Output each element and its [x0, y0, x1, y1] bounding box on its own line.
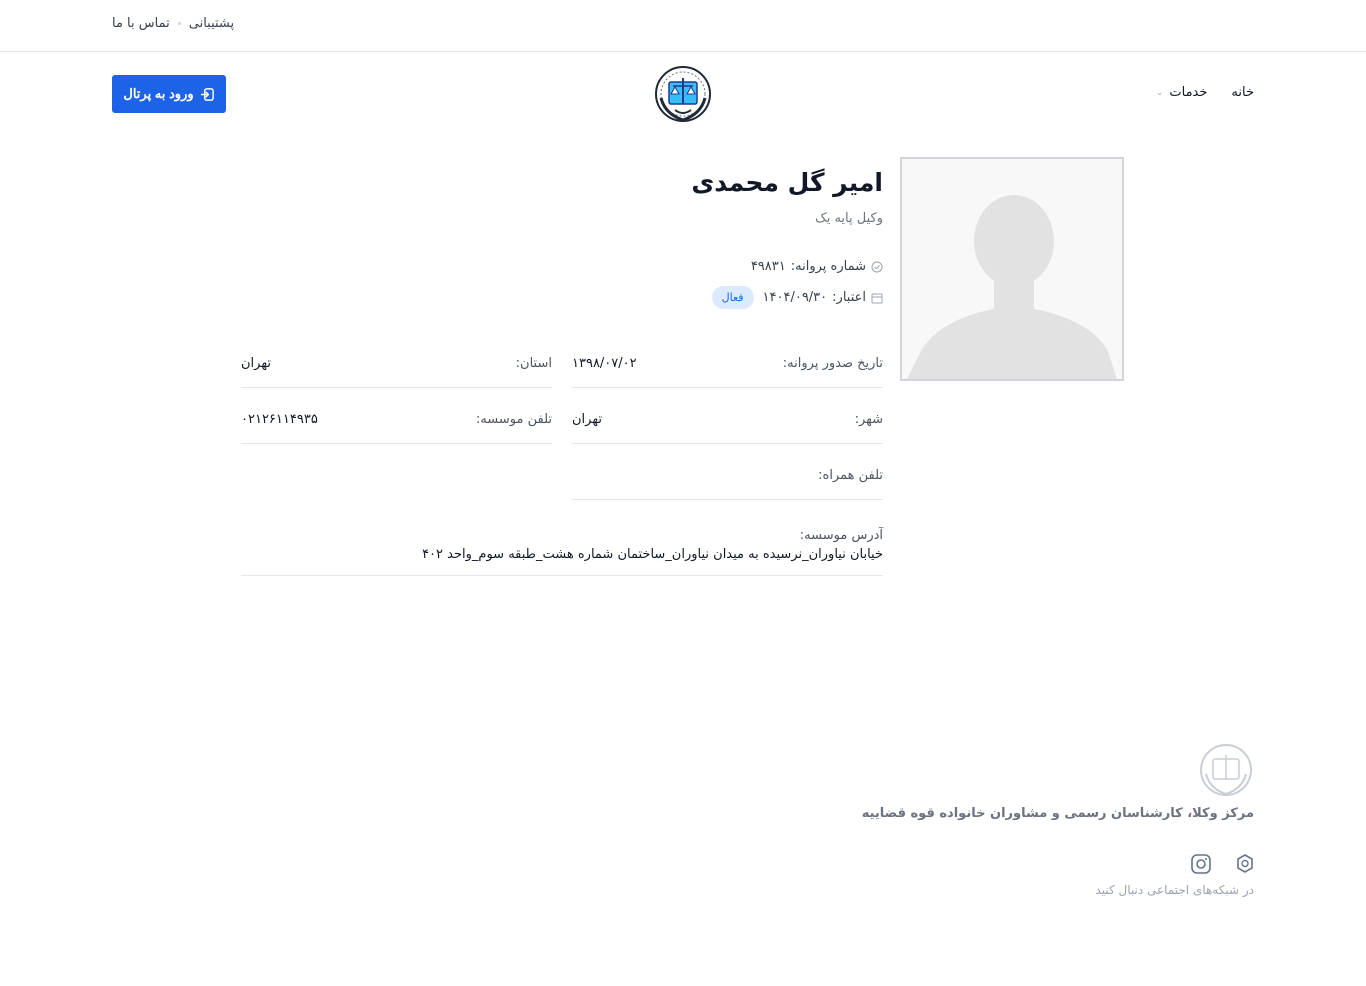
- license-label: شماره پروانه:: [790, 259, 866, 274]
- avatar-placeholder-icon: [902, 159, 1122, 379]
- nav-links: [1156, 85, 1254, 100]
- judiciary-logo[interactable]: [653, 64, 713, 124]
- separator-dot: [178, 22, 181, 25]
- city-value: تهران: [572, 412, 602, 427]
- main-nav: [0, 52, 1366, 136]
- footer-logo: [1198, 742, 1254, 798]
- portal-login-button[interactable]: [112, 75, 226, 113]
- issue-date-value: ۱۳۹۸/۰۷/۰۲: [572, 356, 637, 371]
- calendar-icon: [871, 292, 883, 304]
- city-field: [572, 398, 883, 444]
- mobile-field: [572, 454, 883, 500]
- province-label: استان:: [515, 356, 552, 371]
- address-value: خیابان نیاوران_نرسیده به میدان نیاوران_ساختمان شماره هشت_طبقه سوم_واحد ۴۰۲: [422, 547, 883, 562]
- province-field: [241, 342, 552, 388]
- nav-services[interactable]: [1156, 85, 1208, 100]
- profile-photo: [900, 157, 1124, 381]
- province-value: تهران: [241, 356, 271, 371]
- social-links: [1190, 853, 1256, 875]
- city-label: شهر:: [854, 412, 883, 427]
- institute-phone-label: تلفن موسسه:: [475, 412, 552, 427]
- nav-services-label: خدمات: [1169, 85, 1208, 100]
- issue-date-label: تاریخ صدور پروانه:: [782, 356, 883, 371]
- lawyer-rank: وکیل پایه یک: [815, 211, 883, 226]
- follow-text: در شبکه‌های اجتماعی دنبال کنید: [1095, 883, 1254, 897]
- support-link[interactable]: پشتیبانی: [188, 16, 235, 31]
- login-icon: [200, 87, 215, 102]
- issue-date-field: [572, 342, 883, 388]
- check-circle-icon: [871, 261, 883, 273]
- chevron-down-icon: ⌄: [1155, 87, 1164, 98]
- footer-title: مرکز وکلا، کارشناسان رسمی و مشاوران خانواده قوه قضاییه: [861, 806, 1254, 821]
- license-number: ۴۹۸۳۱: [750, 259, 786, 274]
- validity-label: اعتبار:: [832, 290, 866, 305]
- status-badge: فعال: [712, 286, 754, 309]
- nav-home[interactable]: خانه: [1231, 85, 1254, 100]
- top-bar: [0, 0, 1366, 52]
- portal-button-label: ورود به پرتال: [123, 86, 194, 101]
- validity-row: [712, 286, 883, 309]
- lawyer-name: امیر گل محمدی: [691, 168, 883, 197]
- address-label: آدرس موسسه:: [799, 528, 883, 543]
- rubika-icon[interactable]: [1234, 853, 1256, 875]
- mobile-label: تلفن همراه:: [818, 468, 883, 483]
- institute-phone-field: [241, 398, 552, 444]
- instagram-icon[interactable]: [1190, 853, 1212, 875]
- top-links: [112, 16, 234, 31]
- contact-link[interactable]: تماس با ما: [112, 16, 170, 31]
- address-field: [241, 520, 883, 576]
- institute-phone-value: ۰۲۱۲۶۱۱۴۹۳۵: [241, 412, 318, 427]
- validity-date: ۱۴۰۴/۰۹/۳۰: [762, 290, 828, 305]
- license-row: [751, 259, 883, 274]
